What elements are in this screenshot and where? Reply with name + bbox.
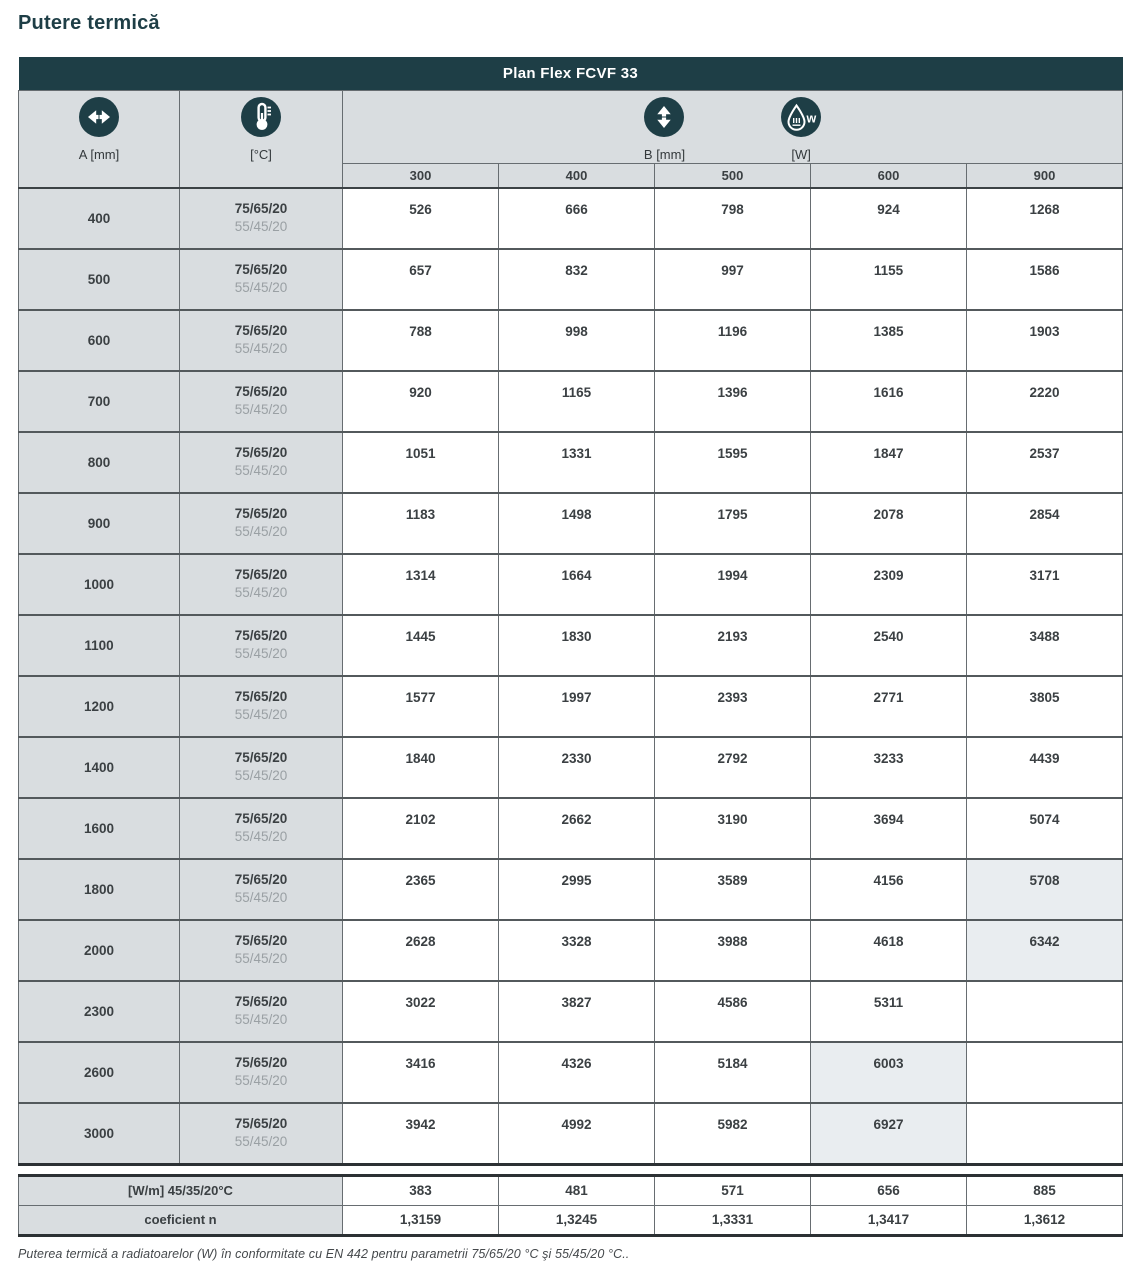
table-row	[19, 249, 1123, 310]
temp-primary: 75/65/20	[234, 505, 288, 521]
row-temp-cell	[180, 981, 343, 1042]
temp-primary: 75/65/20	[234, 627, 288, 643]
power-value-cell: 3022	[343, 981, 499, 1042]
temp-primary: 75/65/20	[234, 1115, 288, 1131]
power-value-cell: 2309	[811, 554, 967, 615]
power-value-cell	[967, 981, 1123, 1042]
row-height-cell: 1600	[19, 798, 180, 859]
row-temp-cell	[180, 493, 343, 554]
power-value-cell: 526	[343, 188, 499, 249]
power-value-cell: 1840	[343, 737, 499, 798]
temp-secondary: 55/45/20	[234, 950, 288, 966]
temp-primary: 75/65/20	[234, 322, 288, 338]
power-value-cell: 2854	[967, 493, 1123, 554]
col-b-w-header	[343, 90, 1123, 163]
row-temp-cell	[180, 249, 343, 310]
power-value-cell: 6003	[811, 1042, 967, 1103]
summary-row	[19, 1175, 1123, 1205]
power-value-cell: 2365	[343, 859, 499, 920]
b-value-header-cell: 500	[655, 163, 811, 188]
power-value-cell: 2330	[499, 737, 655, 798]
b-value-header-cell: 600	[811, 163, 967, 188]
table-row	[19, 493, 1123, 554]
temp-primary: 75/65/20	[234, 200, 288, 216]
temp-primary: 75/65/20	[234, 810, 288, 826]
row-height-cell: 500	[19, 249, 180, 310]
power-value-cell: 3190	[655, 798, 811, 859]
power-value-cell: 2078	[811, 493, 967, 554]
row-temp-cell	[180, 737, 343, 798]
power-value-cell: 1577	[343, 676, 499, 737]
power-value-cell: 920	[343, 371, 499, 432]
power-value-cell: 1396	[655, 371, 811, 432]
table-row	[19, 310, 1123, 371]
temp-secondary: 55/45/20	[234, 218, 288, 234]
power-value-cell: 4992	[499, 1103, 655, 1164]
power-value-cell: 1498	[499, 493, 655, 554]
temp-primary: 75/65/20	[234, 383, 288, 399]
power-value-cell: 1196	[655, 310, 811, 371]
row-temp-cell	[180, 920, 343, 981]
summary-value-cell: 656	[811, 1175, 967, 1205]
power-value-cell: 4618	[811, 920, 967, 981]
row-height-cell: 2000	[19, 920, 180, 981]
power-value-cell: 3589	[655, 859, 811, 920]
power-value-cell: 1795	[655, 493, 811, 554]
table-row	[19, 859, 1123, 920]
row-temp-cell	[180, 676, 343, 737]
power-value-cell: 4156	[811, 859, 967, 920]
row-temp-cell	[180, 371, 343, 432]
icon-header-row	[19, 90, 1123, 163]
summary-value-cell: 1,3331	[655, 1205, 811, 1235]
summary-row	[19, 1205, 1123, 1235]
power-value-cell: 2393	[655, 676, 811, 737]
row-temp-cell	[180, 188, 343, 249]
row-height-cell: 1800	[19, 859, 180, 920]
row-height-cell: 400	[19, 188, 180, 249]
col-a-label: A [mm]	[78, 146, 120, 162]
power-value-cell: 2540	[811, 615, 967, 676]
row-temp-cell	[180, 615, 343, 676]
power-value-cell: 788	[343, 310, 499, 371]
power-value-cell: 1830	[499, 615, 655, 676]
col-temp-label: [°C]	[250, 146, 272, 162]
power-value-cell: 6927	[811, 1103, 967, 1164]
power-value-cell: 3488	[967, 615, 1123, 676]
power-value-cell: 1664	[499, 554, 655, 615]
power-value-cell: 1331	[499, 432, 655, 493]
power-value-cell: 1997	[499, 676, 655, 737]
table-row	[19, 188, 1123, 249]
power-value-cell	[967, 1042, 1123, 1103]
table-body	[19, 188, 1123, 1164]
power-value-cell: 3942	[343, 1103, 499, 1164]
power-value-cell: 3827	[499, 981, 655, 1042]
row-height-cell: 2300	[19, 981, 180, 1042]
power-value-cell: 2102	[343, 798, 499, 859]
b-value-header-cell: 400	[499, 163, 655, 188]
power-value-cell: 3805	[967, 676, 1123, 737]
temp-primary: 75/65/20	[234, 566, 288, 582]
power-value-cell: 666	[499, 188, 655, 249]
summary-value-cell: 1,3417	[811, 1205, 967, 1235]
power-value-cell: 924	[811, 188, 967, 249]
footnote: Puterea termică a radiatoarelor (W) în conformitate cu EN 442 pentru parametrii 75/65/20 °C şi 55/45/20 °C..	[18, 1246, 630, 1261]
summary-value-cell: 1,3612	[967, 1205, 1123, 1235]
temp-secondary: 55/45/20	[234, 279, 288, 295]
power-value-cell: 1385	[811, 310, 967, 371]
temp-secondary: 55/45/20	[234, 889, 288, 905]
power-value-cell: 2792	[655, 737, 811, 798]
temp-secondary: 55/45/20	[234, 340, 288, 356]
temp-primary: 75/65/20	[234, 1054, 288, 1070]
power-value-cell: 997	[655, 249, 811, 310]
summary-value-cell: 383	[343, 1175, 499, 1205]
power-value-cell: 2628	[343, 920, 499, 981]
power-value-cell: 3233	[811, 737, 967, 798]
temp-secondary: 55/45/20	[234, 401, 288, 417]
row-temp-cell	[180, 798, 343, 859]
power-value-cell: 4326	[499, 1042, 655, 1103]
power-value-cell: 5708	[967, 859, 1123, 920]
power-value-cell: 1268	[967, 188, 1123, 249]
page-title: Putere termică	[18, 12, 160, 34]
table-row	[19, 981, 1123, 1042]
power-value-cell: 5184	[655, 1042, 811, 1103]
power-value-cell: 1165	[499, 371, 655, 432]
temp-primary: 75/65/20	[234, 261, 288, 277]
temp-secondary: 55/45/20	[234, 462, 288, 478]
summary-value-cell: 481	[499, 1175, 655, 1205]
power-value-cell: 1994	[655, 554, 811, 615]
power-value-cell: 3694	[811, 798, 967, 859]
power-value-cell: 2220	[967, 371, 1123, 432]
row-temp-cell	[180, 1103, 343, 1164]
temp-secondary: 55/45/20	[234, 767, 288, 783]
power-value-cell: 1183	[343, 493, 499, 554]
table-row	[19, 371, 1123, 432]
table-row	[19, 737, 1123, 798]
temp-secondary: 55/45/20	[234, 1011, 288, 1027]
power-value-cell: 832	[499, 249, 655, 310]
power-value-cell: 2662	[499, 798, 655, 859]
temp-primary: 75/65/20	[234, 749, 288, 765]
temp-secondary: 55/45/20	[234, 828, 288, 844]
temp-primary: 75/65/20	[234, 993, 288, 1009]
col-a-header	[19, 90, 180, 188]
row-height-cell: 1000	[19, 554, 180, 615]
table-row	[19, 615, 1123, 676]
row-height-cell: 1100	[19, 615, 180, 676]
power-value-cell: 3416	[343, 1042, 499, 1103]
svg-text:w: w	[806, 111, 817, 125]
b-value-header-cell: 300	[343, 163, 499, 188]
vertical-arrows-icon	[644, 97, 684, 142]
power-value-cell: 5074	[967, 798, 1123, 859]
temp-secondary: 55/45/20	[234, 706, 288, 722]
power-value-cell: 1445	[343, 615, 499, 676]
temp-secondary: 55/45/20	[234, 1072, 288, 1088]
row-height-cell: 600	[19, 310, 180, 371]
row-temp-cell	[180, 310, 343, 371]
power-value-cell: 5311	[811, 981, 967, 1042]
power-value-cell: 6342	[967, 920, 1123, 981]
thermometer-icon	[241, 97, 281, 142]
table-row	[19, 798, 1123, 859]
summary-body	[19, 1175, 1123, 1235]
table-row	[19, 676, 1123, 737]
temp-secondary: 55/45/20	[234, 523, 288, 539]
temp-secondary: 55/45/20	[234, 1133, 288, 1149]
table-row	[19, 554, 1123, 615]
power-value-cell: 2537	[967, 432, 1123, 493]
table-row	[19, 1103, 1123, 1164]
row-temp-cell	[180, 859, 343, 920]
power-value-cell: 5982	[655, 1103, 811, 1164]
summary-label: [W/m] 45/35/20°C	[19, 1175, 343, 1205]
power-value-cell: 1616	[811, 371, 967, 432]
b-value-header-cell: 900	[967, 163, 1123, 188]
horizontal-arrows-icon	[79, 97, 119, 142]
row-temp-cell	[180, 554, 343, 615]
temp-primary: 75/65/20	[234, 932, 288, 948]
power-value-cell: 1586	[967, 249, 1123, 310]
power-table	[18, 57, 1123, 1166]
col-temp-header	[180, 90, 343, 188]
power-value-cell: 1847	[811, 432, 967, 493]
row-height-cell: 1200	[19, 676, 180, 737]
temp-primary: 75/65/20	[234, 688, 288, 704]
row-height-cell: 2600	[19, 1042, 180, 1103]
table-row	[19, 920, 1123, 981]
power-value-cell: 4586	[655, 981, 811, 1042]
water-drop-watt-icon	[781, 97, 821, 142]
summary-value-cell: 1,3159	[343, 1205, 499, 1235]
row-height-cell: 900	[19, 493, 180, 554]
col-w-label: [W]	[791, 146, 811, 162]
power-value-cell: 2193	[655, 615, 811, 676]
temp-primary: 75/65/20	[234, 871, 288, 887]
power-value-cell: 1595	[655, 432, 811, 493]
row-height-cell: 3000	[19, 1103, 180, 1164]
power-value-cell: 2995	[499, 859, 655, 920]
power-value-cell: 1314	[343, 554, 499, 615]
col-b-label: B [mm]	[643, 146, 686, 162]
summary-value-cell: 885	[967, 1175, 1123, 1205]
power-value-cell: 998	[499, 310, 655, 371]
table-title: Plan Flex FCVF 33	[19, 57, 1123, 90]
power-value-cell: 1903	[967, 310, 1123, 371]
row-height-cell: 800	[19, 432, 180, 493]
power-value-cell: 657	[343, 249, 499, 310]
power-value-cell: 1051	[343, 432, 499, 493]
power-value-cell: 2771	[811, 676, 967, 737]
row-height-cell: 700	[19, 371, 180, 432]
temp-primary: 75/65/20	[234, 444, 288, 460]
table-row	[19, 1042, 1123, 1103]
summary-label: coeficient n	[19, 1205, 343, 1235]
temp-secondary: 55/45/20	[234, 645, 288, 661]
summary-value-cell: 1,3245	[499, 1205, 655, 1235]
table-row	[19, 432, 1123, 493]
power-value-cell: 3988	[655, 920, 811, 981]
power-value-cell	[967, 1103, 1123, 1164]
power-value-cell: 1155	[811, 249, 967, 310]
power-value-cell: 798	[655, 188, 811, 249]
power-value-cell: 3328	[499, 920, 655, 981]
power-value-cell: 3171	[967, 554, 1123, 615]
row-height-cell: 1400	[19, 737, 180, 798]
temp-secondary: 55/45/20	[234, 584, 288, 600]
summary-table	[18, 1174, 1123, 1237]
table-header-band	[19, 57, 1123, 90]
row-temp-cell	[180, 1042, 343, 1103]
power-value-cell: 4439	[967, 737, 1123, 798]
row-temp-cell	[180, 432, 343, 493]
summary-value-cell: 571	[655, 1175, 811, 1205]
